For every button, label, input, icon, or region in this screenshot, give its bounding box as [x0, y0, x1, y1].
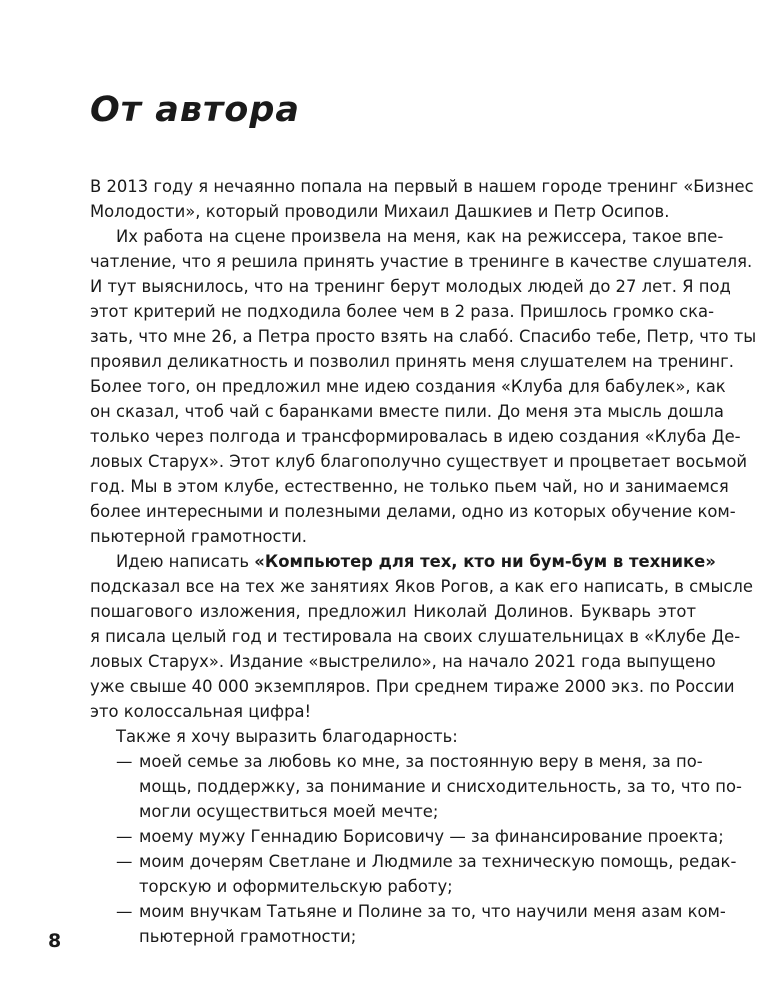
- body-text: [90, 174, 757, 949]
- dash-marker: —: [116, 827, 133, 846]
- text-line: я писала целый год и тестировала на своих слушательницах в «Клубе Де-: [90, 627, 741, 646]
- list-item-text: моей семье за любовь ко мне, за постоянную веру в меня, за по-: [139, 752, 703, 771]
- text-line: только через полгода и трансформировалась в идею создания «Клуба Де-: [90, 427, 741, 446]
- list-item: [90, 824, 724, 849]
- text-line: И тут выяснилось, что на тренинг берут молодых людей до 27 лет. Я под: [90, 277, 731, 296]
- text-line: Также я хочу выразить благодарность:: [116, 727, 458, 746]
- text-line: чатление, что я решила принять участие в тренинге в качестве слушателя.: [90, 252, 753, 271]
- text-line: Молодости», который проводили Михаил Дашкиев и Петр Осипов.: [90, 202, 670, 221]
- text-line: В 2013 году я нечаянно попала на первый в нашем городе тренинг «Бизнес: [90, 177, 754, 196]
- list-item-text: моему мужу Геннадию Борисовичу — за финансирование проекта;: [139, 827, 724, 846]
- page-title: От автора: [90, 90, 300, 130]
- text-line: пьютерной грамотности;: [139, 927, 357, 946]
- list-item-text: моим дочерям Светлане и Людмиле за техническую помощь, редак-: [139, 852, 737, 871]
- text-line: ловых Старух». Издание «выстрелило», на начало 2021 года выпущено: [90, 652, 716, 671]
- text-line: ловых Старух». Этот клуб благополучно существует и процветает восьмой: [90, 452, 748, 471]
- text-line: торскую и оформительскую работу;: [139, 877, 453, 896]
- text-line: год. Мы в этом клубе, естественно, не только пьем чай, но и занимаемся: [90, 477, 729, 496]
- page-number: 8: [48, 930, 62, 952]
- dash-marker: —: [116, 902, 133, 921]
- text-line: пошагового изложения, предложил Николай Долинов. Букварь этот: [90, 602, 696, 621]
- text-line: мощь, поддержку, за понимание и снисходительность, за то, что по-: [139, 777, 742, 796]
- list-item: [90, 749, 703, 774]
- text-line: подсказал все на тех же занятиях Яков Рогов, а как его написать, в смысле: [90, 577, 753, 596]
- list-item: [90, 849, 737, 874]
- book-title-bold: «Компьютер для тех, кто ни бум-бум в технике»: [254, 552, 716, 571]
- text-line: уже свыше 40 000 экземпляров. При среднем тираже 2000 экз. по России: [90, 677, 735, 696]
- text-line: Их работа на сцене произвела на меня, как на режиссера, такое впе-: [116, 227, 724, 246]
- text-line: более интересными и полезными делами, одно из которых обучение ком-: [90, 502, 736, 521]
- text-line: проявил деликатность и позволил принять меня слушателем на тренинг.: [90, 352, 734, 371]
- text-line: [90, 549, 716, 574]
- text-line: могли осуществиться моей мечте;: [139, 802, 439, 821]
- text-fragment: Идею написать: [116, 552, 255, 571]
- text-line: Более того, он предложил мне идею создания «Клуба для бабулек», как: [90, 377, 726, 396]
- text-line: зать, что мне 26, а Петра просто взять на слабо́. Спасибо тебе, Петр, что ты: [90, 327, 757, 346]
- dash-marker: —: [116, 752, 133, 771]
- text-line: он сказал, чтоб чай с баранками вместе пили. До меня эта мысль дошла: [90, 402, 724, 421]
- list-item: [90, 899, 726, 924]
- text-line: пьютерной грамотности.: [90, 527, 307, 546]
- list-item-text: моим внучкам Татьяне и Полине за то, что научили меня азам ком-: [139, 902, 726, 921]
- text-line: этот критерий не подходила более чем в 2 раза. Пришлось громко ска-: [90, 302, 715, 321]
- text-line: это колоссальная цифра!: [90, 702, 312, 721]
- dash-marker: —: [116, 852, 133, 871]
